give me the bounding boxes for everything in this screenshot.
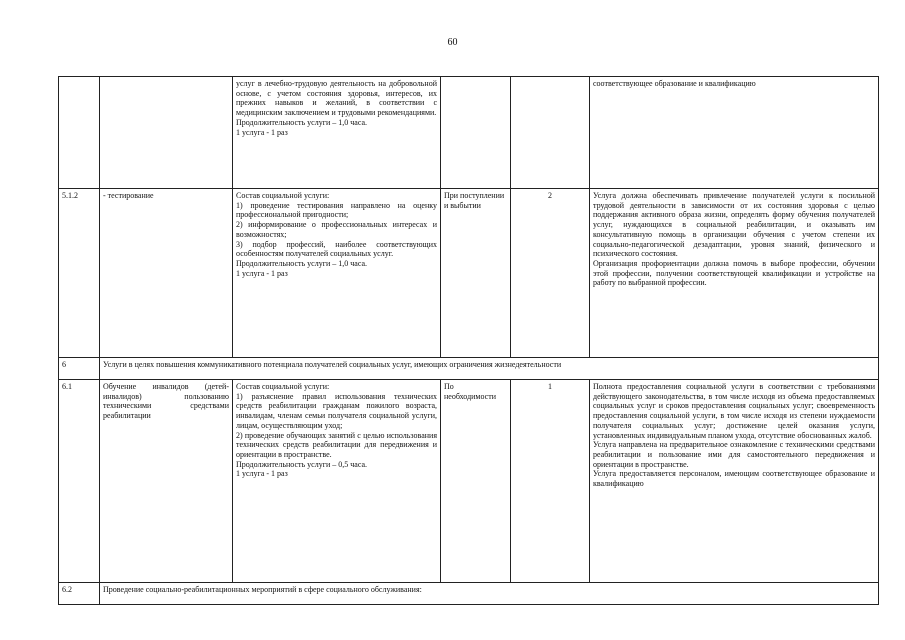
description-line: 2) информирование о профессиональных интересах и возможностях; xyxy=(236,220,437,239)
row-number: 6.1 xyxy=(59,380,100,583)
table-row xyxy=(59,358,879,380)
service-count xyxy=(511,77,590,189)
description-line: 1 услуга - 1 раз xyxy=(236,268,288,278)
table-row xyxy=(59,189,879,358)
standard-line: Организация профориентации должна помочь в выборе профессии, обучении этой профессии, получении соответствующей квалификации и устройстве на работу по выбранной профессии. xyxy=(593,258,875,288)
service-description xyxy=(233,77,441,189)
standard-line: соответствующее образование и квалификацию xyxy=(593,79,756,88)
description-line: 1 услуга - 1 раз xyxy=(236,469,288,479)
description-line: 1 услуга - 1 раз xyxy=(236,127,288,137)
standard-line: Полнота предоставления социальной услуги в соответствии с требованиями действующего законодательства, в том числе исходя из объема предоставляемых социальных услуг и сроков предоставления социальных услуг; своевременность предоставления социальной услуги, в том числе исходя из степени нуждаемости получателя социальных услуг; достижение целей оказания услуги, установленных индивидуальным планом ухода, отсутствие обоснованных жалоб. xyxy=(593,382,875,440)
page-number: 60 xyxy=(447,37,458,48)
description-line: 3) подбор профессий, наиболее соответствующих особенностям получателей социальных услуг. xyxy=(236,239,437,259)
table-row xyxy=(59,380,879,583)
section-heading: Услуги в целях повышения коммуникативного потенциала получателей социальных услуг, имеющих ограничения жизнедеятельности xyxy=(100,358,879,380)
standard-line: Услуга направлена на предварительное ознакомление с техническими средствами реабилитации и пользование ими для самостоятельного передвижения и ориентации в пространстве. xyxy=(593,440,875,469)
service-periodicity: По необходимости xyxy=(441,380,511,583)
row-number: 6 xyxy=(59,358,100,380)
service-description xyxy=(233,380,441,583)
row-number: 5.1.2 xyxy=(59,189,100,358)
service-name: Обучение инвалидов (детей-инвалидов) пользованию техническими средствами реабилитации xyxy=(100,380,233,583)
description-line: услуг в лечебно-трудовую деятельность на добровольной основе, с учетом состояния здоровья, интересов, их прежних навыков и желаний, в соответствии с медицинским заключением и трудовыми рекомендациями. xyxy=(236,79,437,118)
services-table xyxy=(58,76,879,605)
service-count: 1 xyxy=(511,380,590,583)
description-line: 1) разъяснение правил использования технических средств реабилитации гражданам пожилого возраста, инвалидам, членам семьи получателя социальной услуги, лицам, осуществляющим уход; xyxy=(236,391,437,430)
table-row xyxy=(59,77,879,189)
standard-line: Услуга должна обеспечивать привлечение получателей услуги к посильной трудовой деятельности в зависимости от их состояния здоровья с целью поддержания активного образа жизни, определять форму обучения получателей услуг, нуждающихся в социальной реабилитации, и оказывать им консультативную помощь в организации обучения с учетом степени их социально-педагогической дезадаптации, уровня знаний, физического и психического состояния. xyxy=(593,191,875,259)
service-standard xyxy=(590,189,879,358)
description-line: Продолжительность услуги – 1,0 часа. xyxy=(236,258,368,268)
service-count: 2 xyxy=(511,189,590,358)
table-row xyxy=(59,583,879,605)
service-standard xyxy=(590,77,879,189)
service-periodicity xyxy=(441,77,511,189)
row-number xyxy=(59,77,100,189)
description-line: Состав социальной услуги: xyxy=(236,191,330,200)
description-line: Продолжительность услуги – 0,5 часа. xyxy=(236,459,368,469)
description-line: Продолжительность услуги – 1,0 часа. xyxy=(236,117,368,127)
service-periodicity: При поступлении и выбытии xyxy=(441,189,511,358)
description-line: 2) проведение обучающих занятий с целью использования технических средств реабилитации для передвижения и ориентации в пространстве. xyxy=(236,430,437,459)
description-line: Состав социальной услуги: xyxy=(236,382,330,391)
service-name: - тестирование xyxy=(100,189,233,358)
service-description xyxy=(233,189,441,358)
standard-line: Услуга предоставляется персоналом, имеющим соответствующее образование и квалификацию xyxy=(593,469,875,489)
section-heading: Проведение социально-реабилитационных мероприятий в сфере социального обслуживания: xyxy=(100,583,879,605)
row-number: 6.2 xyxy=(59,583,100,605)
description-line: 1) проведение тестирования направлено на оценку профессиональной пригодности; xyxy=(236,200,437,220)
service-name xyxy=(100,77,233,189)
service-standard xyxy=(590,380,879,583)
